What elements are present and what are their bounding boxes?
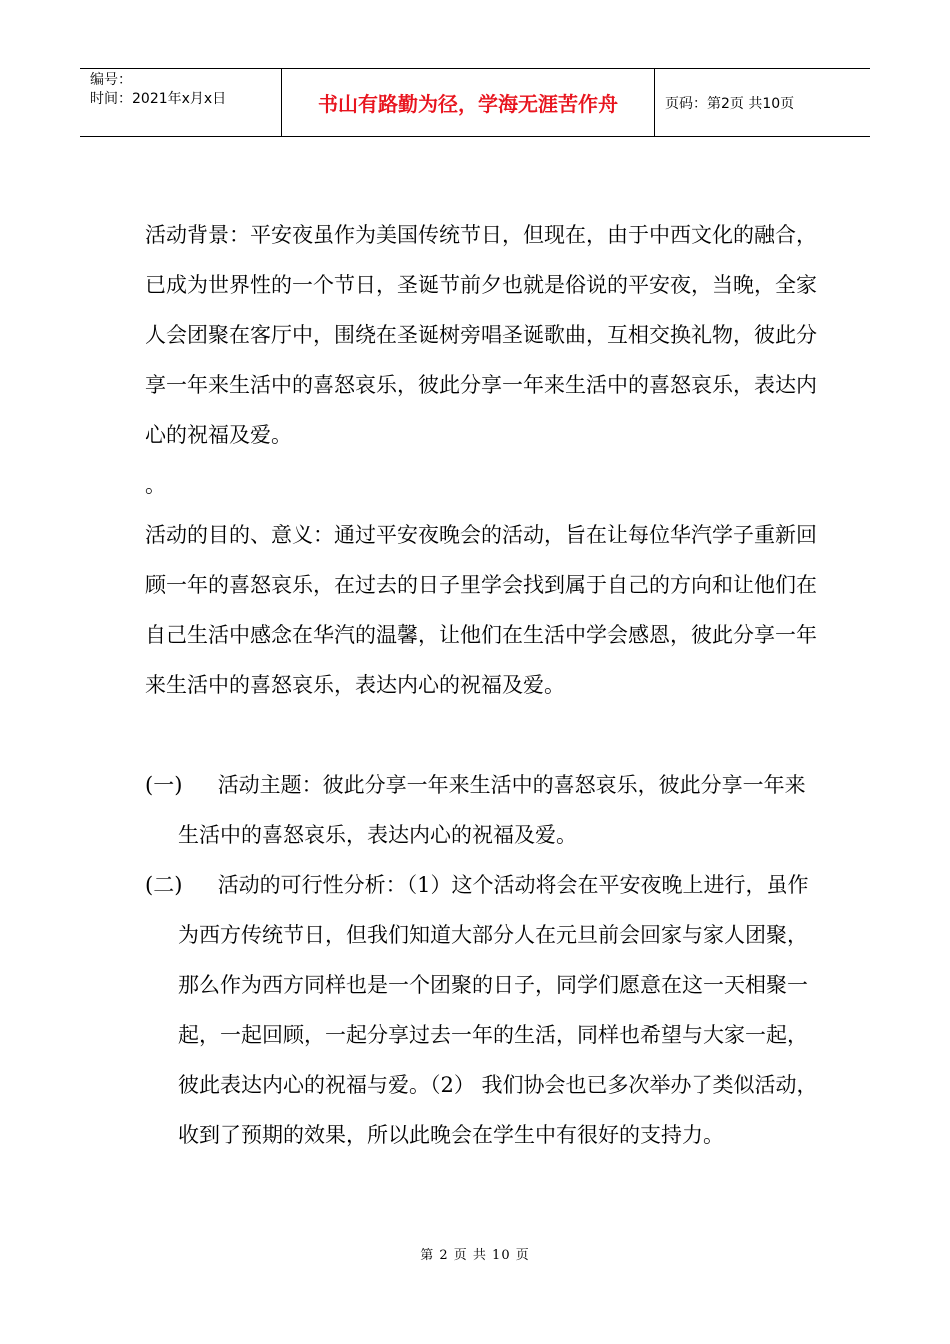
blank-line — [145, 710, 825, 760]
document-body — [145, 210, 825, 1160]
list-item-label: (二) — [145, 873, 183, 897]
list-item-text: 活动的可行性分析：（1）这个活动将会在平安夜晚上进行，虽作为西方传统节日，但我们知道大部分人在元旦前会回家与家人团聚，那么作为西方同样也是一个团聚的日子，同学们愿意在这一天相聚一起，一起回顾，一起分享过去一年的生活，同样也希望与大家一起，彼此表达内心的祝福与爱。（2） 我们协会也已多次举办了类似活动，收到了预期的效果，所以此晚会在学生中有很好的支持力。 — [178, 873, 818, 1147]
page-footer — [0, 1244, 950, 1263]
motto-text: 书山有路勤为径，学海无涯苦作舟 — [318, 92, 618, 116]
page-info: 页码：第2页 共10页 — [665, 95, 795, 112]
list-item-theme — [145, 760, 825, 860]
list-item-label: (一) — [145, 773, 183, 797]
page-header — [80, 68, 870, 137]
list-item-text: 活动主题：彼此分享一年来生活中的喜怒哀乐，彼此分享一年来生活中的喜怒哀乐，表达内心的祝福及爱。 — [178, 773, 806, 847]
header-motto-cell — [282, 69, 655, 136]
purpose-paragraph: 活动的目的、意义：通过平安夜晚会的活动，旨在让每位华汽学子重新回顾一年的喜怒哀乐，在过去的日子里学会找到属于自己的方向和让他们在自己生活中感念在华汽的温馨，让他们在生活中学会感恩，彼此分享一年来生活中的喜怒哀乐，表达内心的祝福及爱。 — [145, 523, 817, 697]
number-label: 编号： — [90, 72, 132, 88]
list-item-feasibility — [145, 860, 825, 1160]
stray-period: 。 — [145, 473, 166, 497]
background-paragraph: 活动背景：平安夜虽作为美国传统节日，但现在，由于中西文化的融合，已成为世界性的一个节日，圣诞节前夕也就是俗说的平安夜，当晚，全家人会团聚在客厅中，围绕在圣诞树旁唱圣诞歌曲，互相交换礼物，彼此分享一年来生活中的喜怒哀乐，彼此分享一年来生活中的喜怒哀乐，表达内心的祝福及爱。 — [145, 223, 817, 447]
list-item-body — [178, 773, 806, 847]
footer-page-number: 第 2 页 共 10 页 — [420, 1248, 530, 1263]
header-page-cell — [655, 69, 870, 136]
header-left-cell — [80, 69, 282, 136]
date-label: 时间：2021年x月x日 — [90, 91, 227, 107]
list-item-body — [178, 873, 818, 1147]
